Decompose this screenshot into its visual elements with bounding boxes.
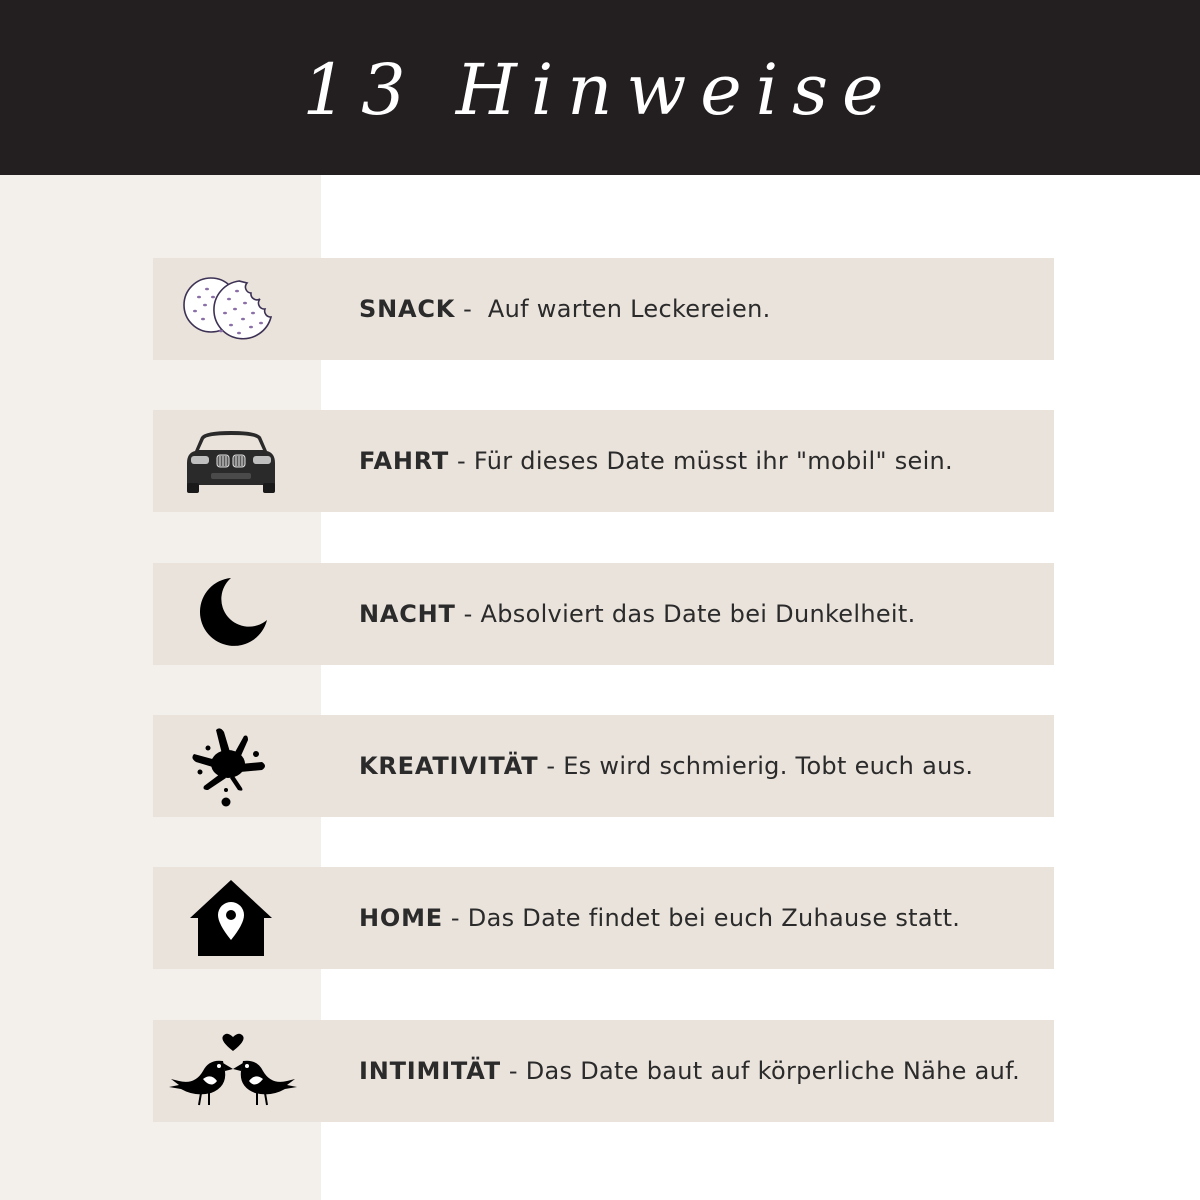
car-icon: [181, 416, 281, 506]
hint-keyword: FAHRT: [359, 447, 450, 475]
hint-text: [359, 563, 916, 665]
hint-keyword: HOME: [359, 904, 443, 932]
hint-description: - Es wird schmierig. Tobt euch aus.: [538, 752, 974, 780]
cookie-icon: [181, 264, 281, 354]
page-title: 13 Hinweise: [302, 49, 898, 131]
hint-text: [359, 410, 953, 512]
hint-text: [359, 715, 973, 817]
hint-row-nacht: [153, 563, 1054, 665]
hint-row-kreativitaet: [153, 715, 1054, 817]
hint-description: - Das Date findet bei euch Zuhause statt.: [442, 904, 961, 932]
hint-row-snack: [153, 258, 1054, 360]
paint-splash-icon: [181, 721, 281, 811]
header-bar: [0, 0, 1200, 175]
hint-row-fahrt: [153, 410, 1054, 512]
hint-text: [359, 1020, 1020, 1122]
hint-text: [359, 867, 960, 969]
hint-description: - Für dieses Date müsst ihr "mobil" sein.: [449, 447, 953, 475]
moon-icon: [181, 569, 281, 659]
hint-description: - Absolviert das Date bei Dunkelheit.: [455, 600, 916, 628]
hint-description: - Das Date baut auf körperliche Nähe auf.: [500, 1057, 1021, 1085]
house-location-icon: [181, 873, 281, 963]
hint-text: [359, 258, 771, 360]
hint-row-home: [153, 867, 1054, 969]
hint-keyword: KREATIVITÄT: [359, 752, 539, 780]
hint-keyword: SNACK: [359, 295, 456, 323]
hint-keyword: NACHT: [359, 600, 456, 628]
love-birds-icon: [167, 1026, 299, 1116]
hint-row-intimitaet: [153, 1020, 1054, 1122]
hint-description: - Auf warten Leckereien.: [455, 295, 771, 323]
hint-keyword: INTIMITÄT: [359, 1057, 501, 1085]
